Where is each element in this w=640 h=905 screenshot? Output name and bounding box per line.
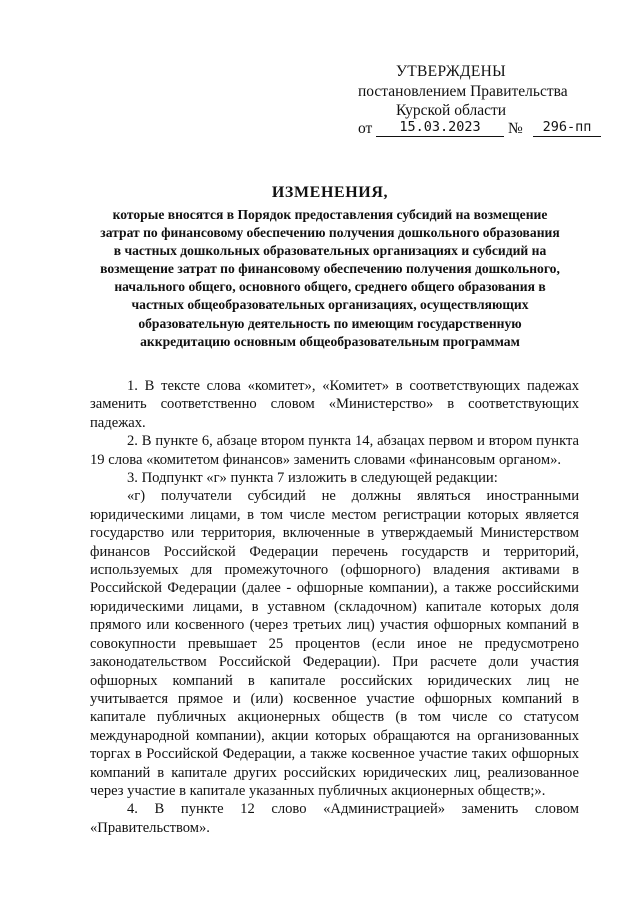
- date-label: от: [358, 120, 373, 137]
- subtitle-line: аккредитацию основным общеобразовательным программам: [140, 333, 520, 349]
- subtitle-line: частных общеобразовательных организациях, осуществляющих: [131, 297, 529, 313]
- paragraph-3-text: «г) получатели субсидий не должны являться иностранными юридическими лицами, в том числе местом регистрации которых является государство или территория, включенные в утверждаемый Министерством финансов Российской Федерации перечень государств и территорий, используемых для промежуточного (офшорного) владения активами в Российской Федерации (далее - офшорные компании), а также российскими юридическими лицами, в уставном (складочном) капитале которых доля прямого или косвенного (через третьих лиц) участия офшорных компаний в совокупности превышает 25 процентов (если иное не предусмотрено законодательством Российской Федерации). При расчете доли участия офшорных компаний в капитале российских юридических лиц не учитывается прямое и (или) косвенное участие офшорных компаний в капитале публичных акционерных обществ (в том числе со статусом международной компании), акции которых обращаются на организованных торгах в Российской Федерации, а также косвенное участие таких офшорных компаний в капитале других российских юридических лиц, реализованное через участие в капитале указанных публичных акционерных обществ;».: [90, 488, 579, 799]
- paragraph-3: 3. Подпункт «г» пункта 7 изложить в следующей редакции:: [127, 470, 498, 487]
- approval-line-1: постановлением Правительства: [358, 83, 568, 100]
- paragraph-1: 1. В тексте слова «комитет», «Комитет» в соответствующих падежах заменить соответственно словом «Министерство» в соответствующих падежах.: [90, 378, 579, 431]
- subtitle-line: которые вносятся в Порядок предоставления субсидий на возмещение: [112, 207, 548, 222]
- document-subtitle: [60, 206, 600, 351]
- subtitle-line: затрат по финансовому обеспечению получения дошкольного образования: [100, 225, 560, 241]
- subtitle-line: начального общего, основного общего, среднего общего образования в: [114, 279, 546, 295]
- approval-number: 296-пп: [533, 119, 601, 137]
- approval-heading: УТВЕРЖДЕНЫ: [396, 63, 506, 80]
- document-body: [90, 377, 579, 837]
- approval-line-2: Курской области: [396, 102, 507, 119]
- approval-date: 15.03.2023: [376, 119, 504, 137]
- subtitle-line: в частных дошкольных образовательных организациях и субсидий на: [113, 243, 547, 259]
- subtitle-line: образовательную деятельность по имеющим государственную: [138, 315, 522, 331]
- document-title: ИЗМЕНЕНИЯ,: [271, 184, 389, 201]
- number-label: №: [508, 120, 523, 137]
- paragraph-2: 2. В пункте 6, абзаце втором пункта 14, абзацах первом и втором пункта 19 слова «комитетом финансов» заменить словами «финансовым органом».: [90, 433, 579, 468]
- paragraph-4: 4. В пункте 12 слово «Администрацией» заменить словом «Правительством».: [90, 801, 579, 836]
- subtitle-line: возмещение затрат по финансовому обеспечению получения дошкольного,: [100, 261, 560, 277]
